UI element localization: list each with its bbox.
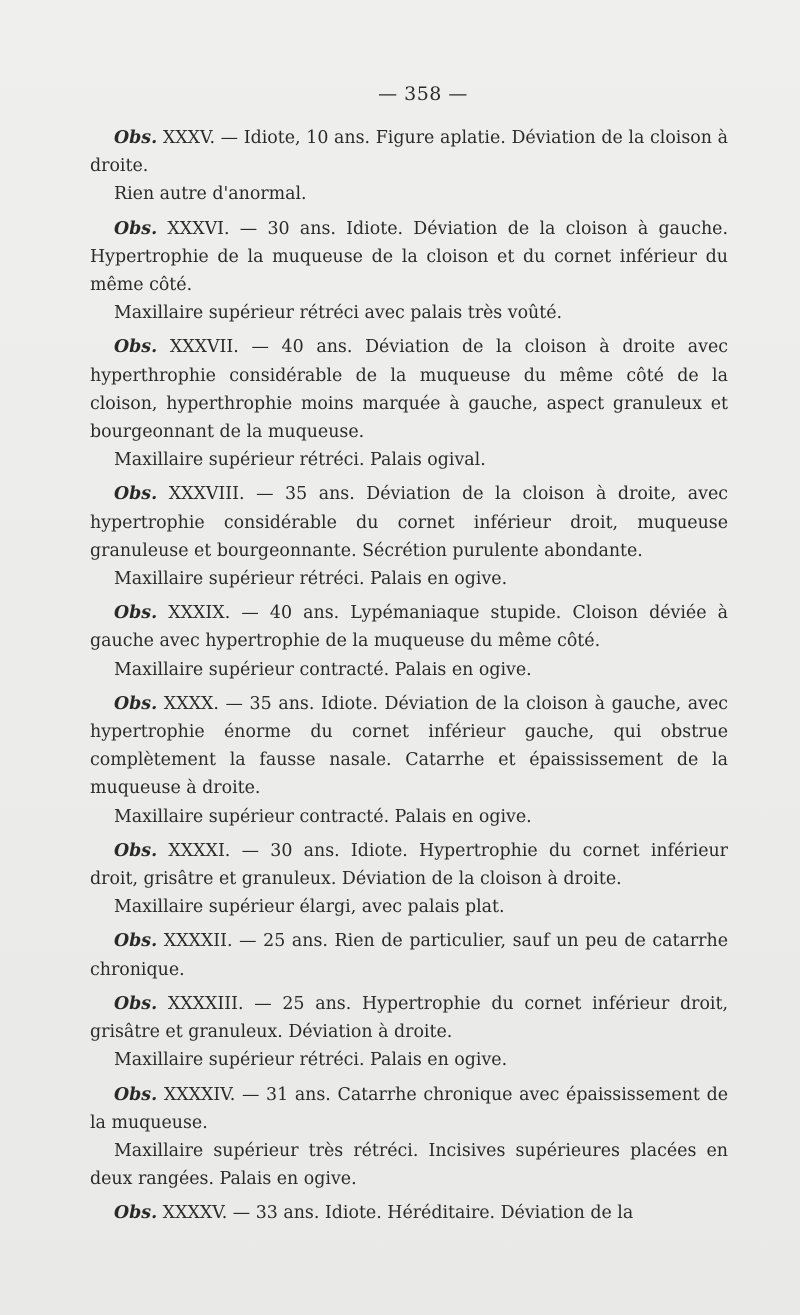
observation-label: Obs.: [114, 1084, 158, 1105]
observation-text: XXXVI. — 30 ans. Idiote. Déviation de la cloison à gauche. Hypertrophie de la muqueuse de la cloison et du cornet inférieur du même côté.: [90, 218, 728, 296]
observation-text: XXXX. — 35 ans. Idiote. Déviation de la cloison à gauche, avec hypertrophie énorme du cornet inférieur gauche, qui obstrue complètement la fausse nasale. Catarrhe et épaississement de la muqueuse à droite.: [90, 693, 728, 799]
observations-list: [90, 124, 728, 1228]
observation-label: Obs.: [114, 693, 158, 714]
observation-note: Maxillaire supérieur rétréci. Palais ogival.: [114, 450, 486, 471]
observation-note: Maxillaire supérieur contracté. Palais en ogive.: [114, 659, 532, 680]
observation-text: XXXV. — Idiote, 10 ans. Figure aplatie. Déviation de la cloison à droite.: [90, 128, 728, 177]
observation-label: Obs.: [114, 603, 158, 624]
observation-label: Obs.: [114, 993, 158, 1014]
observation-label: Obs.: [114, 840, 158, 861]
observation-note: Maxillaire supérieur contracté. Palais en ogive.: [114, 806, 532, 827]
observation-label: Obs.: [114, 484, 158, 505]
observation-note: Maxillaire supérieur élargi, avec palais plat.: [114, 897, 505, 918]
observation-note: Maxillaire supérieur rétréci avec palais très voûté.: [114, 303, 563, 324]
observation-block: [90, 333, 728, 474]
observation-paragraph: [90, 215, 728, 300]
observation-text: XXXVIII. — 35 ans. Déviation de la cloison à droite, avec hypertrophie considérable du cornet inférieur droit, muqueuse granuleuse et bourgeonnante. Sécrétion purulente abondante.: [90, 484, 728, 561]
observation-text: XXXVII. — 40 ans. Déviation de la cloison à droite avec hyperthrophie considérable de la muqueuse du même côté de la cloison, hyperthrophie moins marquée à gauche, aspect granuleux et bourgeonnant de la muqueuse.: [90, 337, 728, 443]
observation-label: Obs.: [114, 128, 158, 148]
observation-note: Maxillaire supérieur rétréci. Palais en ogive.: [114, 1050, 508, 1071]
observation-block: [90, 690, 728, 831]
observation-paragraph: [90, 1199, 728, 1227]
observation-block: [90, 124, 728, 209]
observation-text: XXXIX. — 40 ans. Lypémaniaque stupide. Cloison déviée à gauche avec hypertrophie de la muqueuse du même côté.: [90, 603, 728, 652]
observation-paragraph: [90, 599, 728, 655]
observation-paragraph: [90, 927, 728, 983]
observation-note: Rien autre d'anormal.: [114, 184, 307, 205]
observation-block: [90, 1199, 728, 1227]
observation-block: [90, 990, 728, 1075]
observation-text: XXXXI. — 30 ans. Idiote. Hypertrophie du cornet inférieur droit, grisâtre et granuleux. Déviation de la cloison à droite.: [90, 840, 728, 890]
observation-text: XXXXV. — 33 ans. Idiote. Héréditaire. Déviation de la: [157, 1203, 634, 1224]
observation-paragraph: [90, 837, 728, 893]
observation-label: Obs.: [114, 1203, 158, 1224]
observation-paragraph: [90, 690, 728, 803]
observation-block: [90, 215, 728, 328]
observation-paragraph: [90, 990, 728, 1046]
observation-block: [90, 837, 728, 922]
observation-paragraph: [90, 1081, 728, 1137]
observation-paragraph: [90, 124, 728, 180]
observation-text: XXXXII. — 25 ans. Rien de particulier, sauf un peu de catarrhe chronique.: [90, 931, 728, 980]
observation-label: Obs.: [114, 218, 158, 239]
observation-note: Maxillaire supérieur rétréci. Palais en ogive.: [114, 569, 508, 590]
page-number: — 358 —: [378, 83, 468, 105]
observation-block: [90, 480, 728, 593]
observation-text: XXXXIV. — 31 ans. Catarrhe chronique avec épaississement de la muqueuse.: [90, 1084, 728, 1133]
observation-label: Obs.: [114, 337, 158, 358]
observation-text: XXXXIII. — 25 ans. Hypertrophie du cornet inférieur droit, grisâtre et granuleux. Déviation à droite.: [90, 993, 728, 1043]
observation-note: Maxillaire supérieur très rétréci. Incisives supérieures placées en deux rangées. Palais en ogive.: [90, 1140, 728, 1190]
observation-label: Obs.: [114, 931, 158, 952]
observation-block: [90, 1081, 728, 1194]
observation-block: [90, 599, 728, 684]
observation-paragraph: [90, 333, 728, 446]
observation-block: [90, 927, 728, 983]
observation-paragraph: [90, 480, 728, 565]
